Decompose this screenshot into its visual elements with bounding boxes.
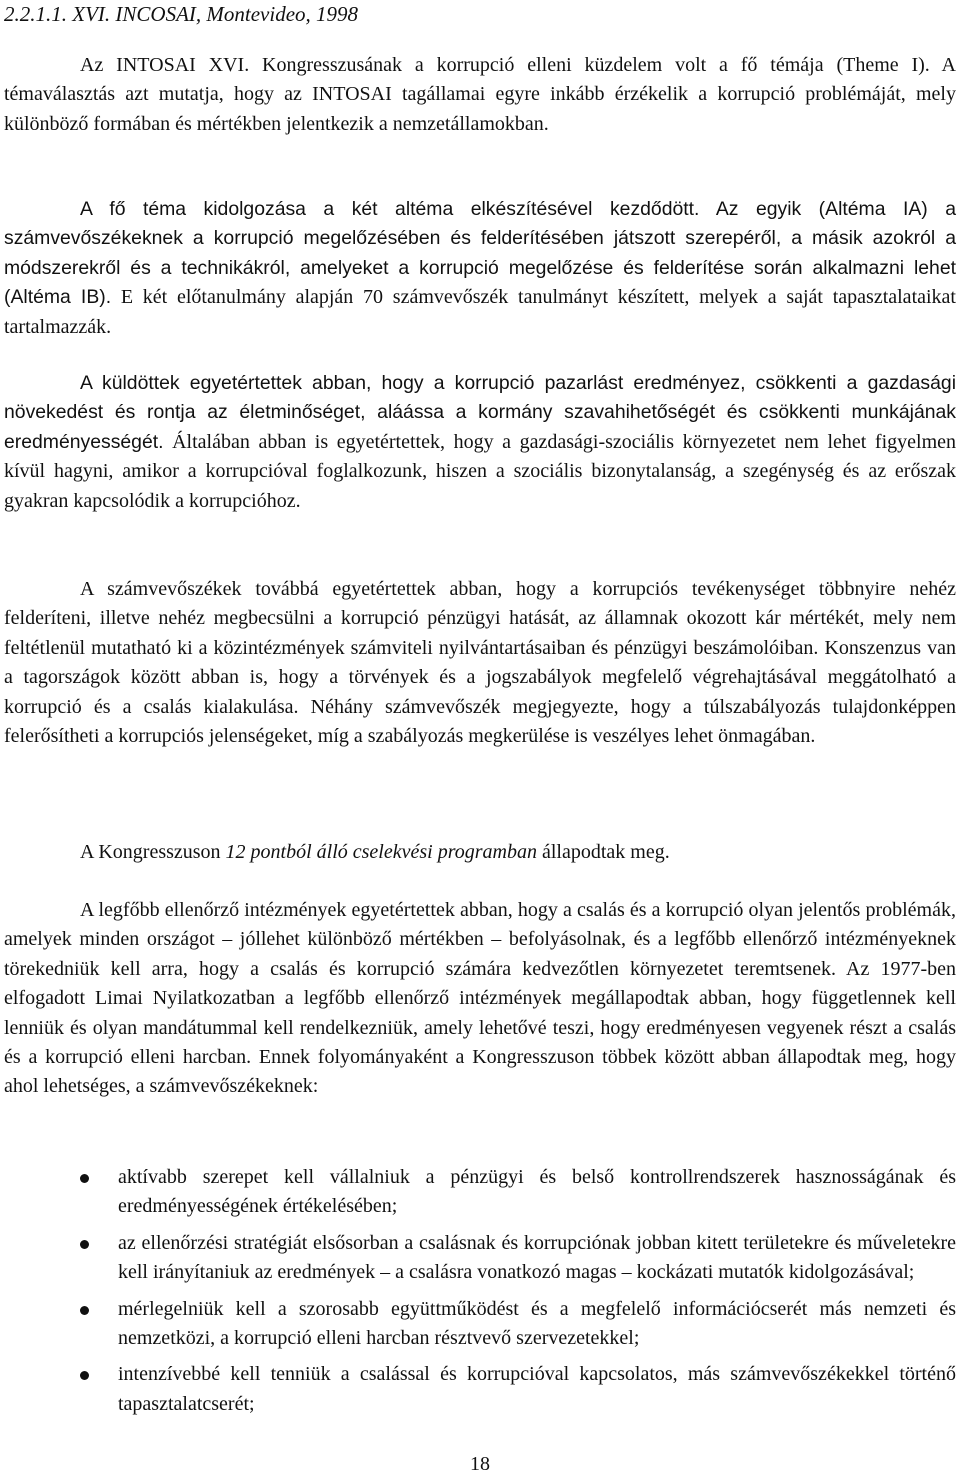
page-number: 18	[470, 1453, 490, 1475]
recommendation-list	[4, 1163, 956, 1426]
paragraph-audit-offices	[4, 575, 956, 751]
paragraph-theme-intro-text: Az INTOSAI XVI. Kongresszusának a korrupció elleni küzdelem volt a fő témája (Theme I). A témaválasztás azt mutatja, hogy az INTOSAI tagállamai egyre inkább érzékelik a korrupció problémáját, mely különböző formában és mértékben jelentkezik a nemzetállamokban.	[4, 54, 956, 135]
list-item-text: mérlegelniük kell a szorosabb együttműködést és a megfelelő információcserét más nemzeti és nemzetközi, a korrupció elleni harcban résztvevő szervezetekkel;	[118, 1297, 956, 1350]
list-item-text: az ellenőrzési stratégiát elsősorban a csalásnak és korrupciónak jobban kitett területekre és műveletekre kell irányítaniuk az eredmények – a csalásra vonatkozó magas – kockázati mutatók kidolgozásával;	[118, 1231, 956, 1284]
paragraph-subthemes-detail: Az egyik (Altéma IA) a számvevőszékeknek a korrupció megelőzésében és felderítésében játszott szerepéről, a másik azokról a módszerekről és a technikákról, amelyeket a korrupció megelőzése és felderítése során alkalmazni lehet (Altéma IB).	[4, 198, 956, 309]
paragraph-program	[4, 838, 956, 867]
paragraph-audit-offices-text: A számvevőszékek továbbá egyetértettek abban, hogy a korrupciós tevékenységet többnyire nehéz felderíteni, illetve nehéz megbecsülni a korrupció pénzügyi hatását, az államnak okozott kár mértékét, mely nem feltétlenül mutatható ki a közintézmények számviteli nyilvántartásaiban és pénzügyi beszámolóiban. Konszenzus van a tagországok között abban is, hogy a törvények és a jogszabályok megfelelő végrehajtásával meggátolható a korrupció és a csalás kialakulása. Néhány számvevőszék megjegyezte, hogy a túlszabályozás tulajdonképpen felerősítheti a korrupciós jelenségeket, míg a szabályozás megkerülése is veszélyes lehet önmagában.	[4, 578, 956, 748]
list-item	[4, 1360, 956, 1419]
paragraph-theme-intro	[4, 51, 956, 139]
paragraph-sai-agreement-text: A legfőbb ellenőrző intézmények egyetértettek abban, hogy a csalás és a korrupció olyan jelentős problémák, amelyek minden országot – jóllehet különböző mértékben – befolyásolnak, és a legfőbb ellenőrző intézményeknek törekedniük kell arra, hogy a csalás és korrupció számára kedvezőtlen környezetet teremtsenek. Az 1977-ben elfogadott Limai Nyilatkozatban a legfőbb ellenőrző intézmények megállapodtak abban, hogy függetlennek kell lenniük és olyan mandátummal kell rendelkezniük, amely lehetővé teszi, hogy eredményesen vegyenek részt a csalás és a korrupció elleni harcban. Ennek folyományaként a Kongresszuson többek között abban állapodtak meg, hogy ahol lehetséges, a számvevőszékeknek:	[4, 899, 956, 1098]
list-item-text: intenzívebbé kell tenniük a csalással és korrupcióval kapcsolatos, más számvevőszékekkel történő tapasztalatcserét;	[118, 1363, 956, 1415]
section-heading: 2.2.1.1. XVI. INCOSAI, Montevideo, 1998	[4, 2, 359, 26]
paragraph-delegates	[4, 369, 956, 516]
list-item-text: aktívabb szerepet kell vállalniuk a pénzügyi és belső kontrollrendszerek hasznosságának és eredményességének értékelésében;	[118, 1166, 956, 1218]
list-item	[4, 1295, 956, 1354]
paragraph-delegates-lead: A küldöttek egyetértettek abban, hogy a korrupció pazarlást eredményez, csökkenti a gazdasági növekedést és rontja az életminőséget, aláássa a kormány szavahihetőségét és csökkenti munkájának eredményességét.	[4, 372, 956, 453]
paragraph-program-end: állapodtak meg.	[536, 841, 670, 863]
list-item	[4, 1163, 956, 1222]
paragraph-program-emphasis: 12 pontból álló cselekvési programban	[225, 841, 537, 863]
bullet-icon	[80, 1174, 89, 1183]
paragraph-subthemes	[4, 195, 956, 342]
paragraph-sai-agreement	[4, 896, 956, 1102]
paragraph-delegates-detail: Általában abban is egyetértettek, hogy a gazdasági-szociális környezetet nem lehet figyelmen kívül hagyni, amikor a korrupcióval foglalkozunk, hiszen a szociális bizonytalanság, a szegénység és az erőszak gyakran kapcsolódik a korrupcióhoz.	[4, 430, 956, 512]
paragraph-subthemes-lead: A fő téma kidolgozása a két altéma elkészítésével kezdődött.	[80, 198, 700, 220]
paragraph-subthemes-studies: E két előtanulmány alapján 70 számvevőszék tanulmányt készített, melyek a saját tapasztalataikat tartalmazzák.	[4, 286, 956, 338]
paragraph-program-lead: A Kongresszuson	[80, 841, 226, 863]
list-item	[4, 1229, 956, 1288]
bullet-icon	[80, 1306, 89, 1315]
bullet-icon	[80, 1371, 89, 1380]
bullet-icon	[80, 1240, 89, 1249]
